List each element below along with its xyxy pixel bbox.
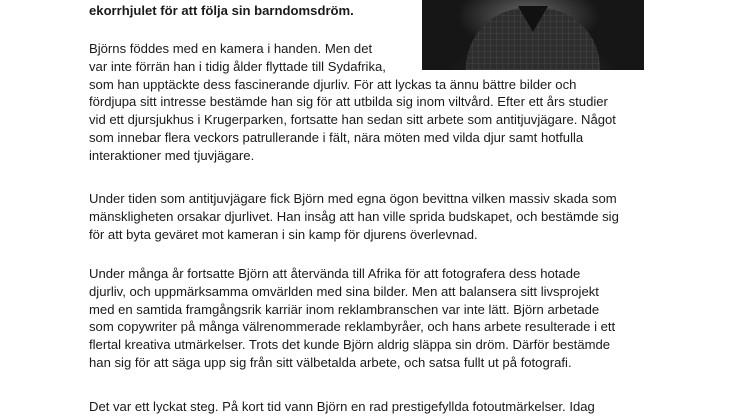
text-line: var inte förrän han i tidig ålder flyttade till Sydafrika, bbox=[89, 58, 386, 74]
text-line: vid ett djursjukhus i Krugerparken, fortsatte han sedan sitt arbete som antitjuvjägare. Något bbox=[89, 112, 616, 128]
lead-text bbox=[89, 2, 641, 20]
text-line: ekorrhjulet för att följa sin barndomsdröm. bbox=[89, 3, 354, 18]
text-line: fördjupa sitt intresse bestämde han sig för att utbilda sig inom viltvård. Efter ett års studier bbox=[89, 94, 608, 110]
text-line: flertal kreativa utmärkelser. Trots det kunde Björn aldrig släppa sin dröm. Därför bestämde bbox=[89, 337, 611, 353]
text-line: mänskligheten orsakar djurlivet. Han insåg att han ville sprida budskapet, och bestämde sig bbox=[89, 208, 619, 224]
text-line: interaktioner med tjuvjägare. bbox=[89, 147, 255, 163]
text-line: djurliv, och uppmärksamma omvärlden med sina bilder. Men att balansera sitt livsprojekt bbox=[89, 283, 599, 299]
text-line: Under många år fortsatte Björn att återvända till Afrika för att fotografera dess hotade bbox=[89, 266, 581, 281]
text-line: som innebar flera veckors patrullerande i fält, nära möten med vilda djur samt hotfulla bbox=[89, 129, 584, 145]
text-line: för att byta geväret mot kameran i sin kamp för djurens överlevnad. bbox=[89, 226, 478, 242]
paragraph-1 bbox=[89, 40, 641, 165]
paragraph-3 bbox=[89, 265, 641, 372]
text-line: Björns föddes med en kamera i handen. Men det bbox=[89, 41, 373, 56]
text-line: Det var ett lyckat steg. På kort tid vann Björn en rad prestigefyllda fotoutmärkelser. Idag bbox=[89, 399, 595, 414]
text-line: med en samtida framgångsrik karriär inom reklambranschen var inte lätt. Björn arbetade bbox=[89, 301, 600, 317]
text-line: han sig för att säga upp sig från sitt välbetalda arbete, och satsa fullt ut på fotografi. bbox=[89, 354, 572, 370]
paragraph-4 bbox=[89, 398, 641, 416]
text-line: som copywriter på många välrenommerade reklambyråer, och hans arbete resulterade i ett bbox=[89, 319, 616, 335]
text-line: som han upptäckte dess fascinerande djurliv. För att lyckas ta ännu bättre bilder och bbox=[89, 76, 577, 92]
text-line: Under tiden som antitjuvjägare fick Björn med egna ögon bevittna vilken massiv skada som bbox=[89, 191, 617, 206]
paragraph-2 bbox=[89, 190, 641, 243]
